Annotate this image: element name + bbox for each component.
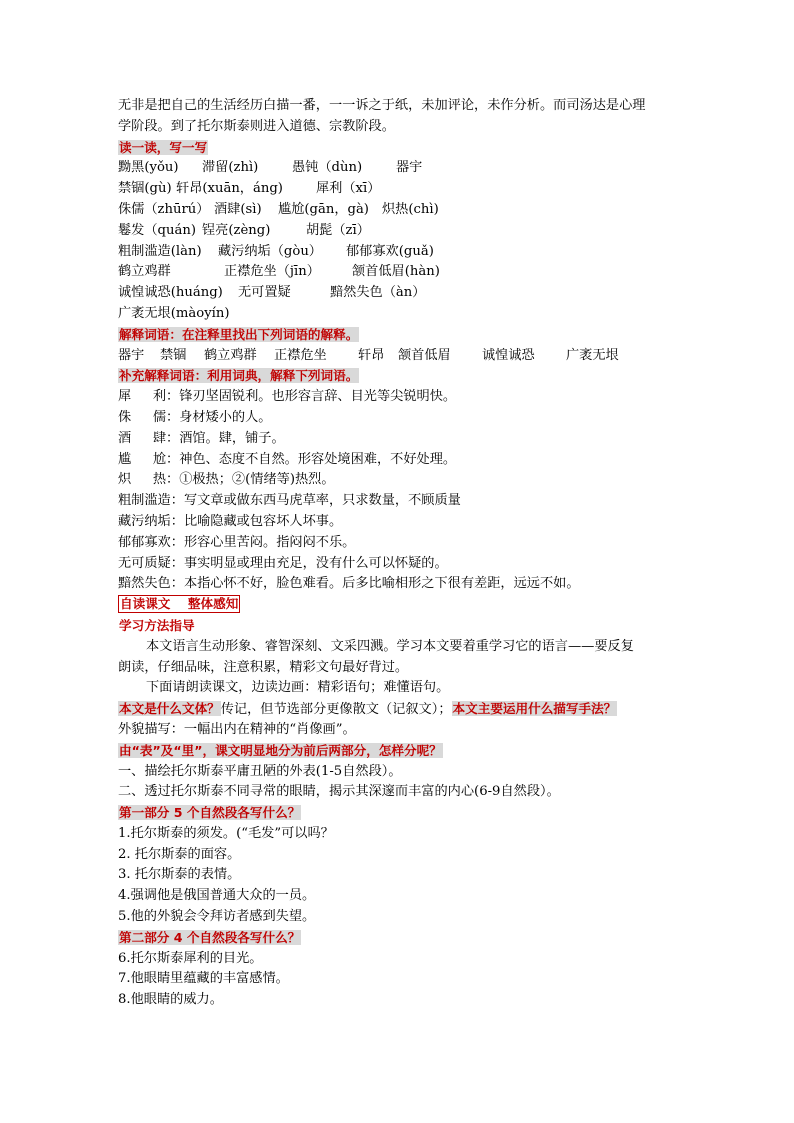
- part2-question-line: [118, 928, 678, 949]
- definition-row: 藏污纳垢：比喻隐藏或包容坏人坏事。: [118, 513, 343, 529]
- reading-word: 侏儒（zhūrú）: [118, 201, 210, 217]
- part2-question: 第二部分 4 个自然段各写什么？: [119, 929, 301, 945]
- definition-row: 无可质疑：事实明显或理由充足，没有什么可以怀疑的。: [118, 555, 448, 571]
- explain-header-line: [118, 325, 678, 346]
- method-paragraph-2: 下面请朗读课文，边读边画：精彩语句；难懂语句。: [146, 680, 450, 696]
- definition-text: 身材矮小的人。: [179, 409, 272, 425]
- reading-word: 胡髭（zī）: [306, 222, 370, 238]
- definition-row: 侏 儒 ： 身材矮小的人。: [118, 408, 678, 429]
- self-read-line: [118, 595, 678, 616]
- reading-word: 粗制滥造(làn): [118, 243, 202, 259]
- explain-word: 器宇: [118, 347, 145, 363]
- part1-item: 1.托尔斯泰的须发。(“毛发”可以吗？: [118, 825, 334, 841]
- definition-term: 郁郁寡欢: [118, 534, 171, 550]
- definition-text: 酒馆。肆，铺子。: [179, 430, 285, 446]
- intro-line-2: 学阶段。到了托尔斯泰则进入道德、宗教阶段。: [118, 118, 395, 134]
- part2-item: 7.他眼睛里蕴藏的丰富感情。: [118, 971, 289, 987]
- definition-text: ①极热；②(情绪等)热烈。: [179, 472, 335, 488]
- genre-answer: 传记，但节选部分更像散文（记叙文）；: [220, 702, 452, 718]
- reading-word: 无可置疑: [238, 285, 291, 301]
- reading-header-line: [118, 138, 678, 159]
- explain-header: 解释词语：在注释里找出下列词语的解释。: [119, 326, 359, 342]
- explain-word: 广袤无垠: [566, 347, 619, 363]
- part1-question: 第一部分 5 个自然段各写什么？: [119, 805, 301, 821]
- method-paragraph-1b: 朗读，仔细品味，注意积累，精彩文句最好背过。: [118, 659, 409, 675]
- supplement-header: 补充解释词语：利用词典，解释下列词语。: [119, 368, 359, 384]
- reading-row-3: [118, 200, 678, 221]
- definition-text: 形容心里苦闷。指闷闷不乐。: [183, 534, 356, 550]
- definition-row: 炽 热 ： ①极热；②(情绪等)热烈。: [118, 470, 678, 491]
- definition-term: 藏污纳垢: [118, 513, 171, 529]
- reading-word: 轩昂(xuān，áng): [176, 181, 283, 197]
- parts-question: 由“表”及“里”，课文明显地分为前后两部分，怎样分呢？: [119, 742, 442, 758]
- reading-word: 酒肆(sì): [214, 201, 262, 217]
- reading-header: 读一读，写一写: [119, 139, 208, 155]
- method-header: 学习方法指导: [119, 617, 195, 633]
- definition-term: 炽 热: [118, 472, 166, 488]
- definition-text: 本指心怀不好，脸色难看。后多比喻相形之下很有差距，远远不如。: [183, 576, 580, 592]
- definition-row: 粗制滥造：写文章或做东西马虎草率，只求数量，不顾质量: [118, 493, 461, 509]
- reading-word: 炽热(chì): [382, 201, 439, 217]
- explain-word: 禁锢: [160, 347, 187, 363]
- reading-word: 诚惶诚恐(huáng): [118, 285, 223, 301]
- reading-word: 器宇: [396, 160, 423, 176]
- reading-row-6: [118, 262, 678, 283]
- definition-term: 无可质疑: [118, 555, 171, 571]
- parts-question-line: [118, 741, 678, 762]
- definition-text: 神色、态度不自然。形容处境困难，不好处理。: [179, 451, 457, 467]
- definition-text: 写文章或做东西马虎草率，只求数量，不顾质量: [183, 493, 461, 509]
- part2-item: 8.他眼睛的威力。: [118, 992, 223, 1008]
- part1-item: 3. 托尔斯泰的表情。: [118, 867, 241, 883]
- reading-word: 锃亮(zèng): [202, 222, 271, 238]
- reading-word: 鬈发（quán): [118, 222, 196, 238]
- definition-term: 粗制滥造: [118, 493, 171, 509]
- reading-word: 广袤无垠(màoyín): [118, 305, 230, 321]
- part1-item: 4.强调他是俄国普通大众的一员。: [118, 888, 316, 904]
- reading-word: 黝黑(yǒu): [118, 160, 179, 176]
- reading-row-4: [118, 221, 678, 242]
- reading-word: 愚钝（dùn): [292, 160, 363, 176]
- definition-term: 犀 利: [118, 389, 166, 405]
- part1-question-line: [118, 803, 678, 824]
- reading-row-5: [118, 242, 678, 263]
- supplement-header-line: [118, 366, 678, 387]
- definition-row: 酒 肆 ： 酒馆。肆，铺子。: [118, 429, 678, 450]
- reading-word: 颔首低眉(hàn): [352, 264, 440, 280]
- reading-word: 滞留(zhì): [202, 160, 259, 176]
- part1-item: 5.他的外貌会令拜访者感到失望。: [118, 909, 316, 925]
- definition-term: 侏 儒: [118, 409, 166, 425]
- part2-item: 6.托尔斯泰犀利的目光。: [118, 950, 263, 966]
- definition-text: 事实明显或理由充足，没有什么可以怀疑的。: [183, 555, 448, 571]
- definition-text: 比喻隐藏或包容坏人坏事。: [183, 513, 343, 529]
- reading-row-2: [118, 179, 678, 200]
- self-read-box: 自读课文 整体感知: [120, 596, 239, 612]
- explain-word: 正襟危坐: [274, 347, 327, 363]
- reading-row-7: [118, 283, 678, 304]
- document-page: [118, 96, 678, 1011]
- genre-question: 本文是什么文体？: [119, 701, 220, 717]
- reading-row-8: [118, 304, 678, 325]
- explain-word: 颔首低眉: [398, 347, 451, 363]
- definition-row: 犀 利 ： 锋刃坚固锐利。也形容言辞、目光等尖锐明快。: [118, 387, 678, 408]
- explain-word: 诚惶诚恐: [482, 347, 535, 363]
- intro-line-1: 无非是把自己的生活经历白描一番，一一诉之于纸，未加评论，未作分析。而司汤达是心理: [118, 98, 646, 113]
- definition-row: 黯然失色：本指心怀不好，脸色难看。后多比喻相形之下很有差距，远远不如。: [118, 576, 580, 592]
- part1-item: 2. 托尔斯泰的面容。: [118, 846, 241, 862]
- reading-word: 犀利（xī）: [316, 181, 381, 197]
- definition-text: 锋刃坚固锐利。也形容言辞、目光等尖锐明快。: [179, 389, 457, 405]
- reading-word: 黯然失色（àn）: [330, 285, 426, 301]
- technique-question: 本文主要运用什么描写手法？: [452, 701, 617, 717]
- genre-question-line: [118, 699, 678, 720]
- explain-words-row: [118, 346, 678, 367]
- reading-word: 禁锢(gù): [118, 181, 172, 197]
- method-header-line: [118, 616, 678, 637]
- definition-term: 尴 尬: [118, 451, 166, 467]
- part-summary: 二、透过托尔斯泰不同寻常的眼睛，揭示其深邃而丰富的内心(6-9自然段）。: [118, 784, 560, 800]
- reading-word: 正襟危坐（jīn）: [224, 264, 320, 280]
- reading-row-1: [118, 158, 678, 179]
- definition-term: 酒 肆: [118, 430, 166, 446]
- definition-row: 尴 尬 ： 神色、态度不自然。形容处境困难，不好处理。: [118, 450, 678, 471]
- definition-row: 郁郁寡欢：形容心里苦闷。指闷闷不乐。: [118, 534, 356, 550]
- explain-word: 轩昂: [358, 347, 385, 363]
- technique-answer: 外貌描写：一幅出内在精神的“肖像画”。: [118, 721, 356, 737]
- explain-word: 鹤立鸡群: [204, 347, 257, 363]
- part-summary: 一、描绘托尔斯泰平庸丑陋的外表(1-5自然段）。: [118, 763, 402, 779]
- reading-word: 鹤立鸡群: [118, 264, 171, 280]
- definition-term: 黯然失色: [118, 576, 171, 592]
- reading-word: 郁郁寡欢(guǎ): [346, 243, 434, 259]
- method-paragraph-1: 本文语言生动形象、睿智深刻、文采四溅。学习本文要着重学习它的语言——要反复: [146, 638, 634, 654]
- reading-word: 尴尬(gān，gà): [278, 201, 369, 217]
- reading-word: 藏污纳垢（gòu）: [218, 243, 322, 259]
